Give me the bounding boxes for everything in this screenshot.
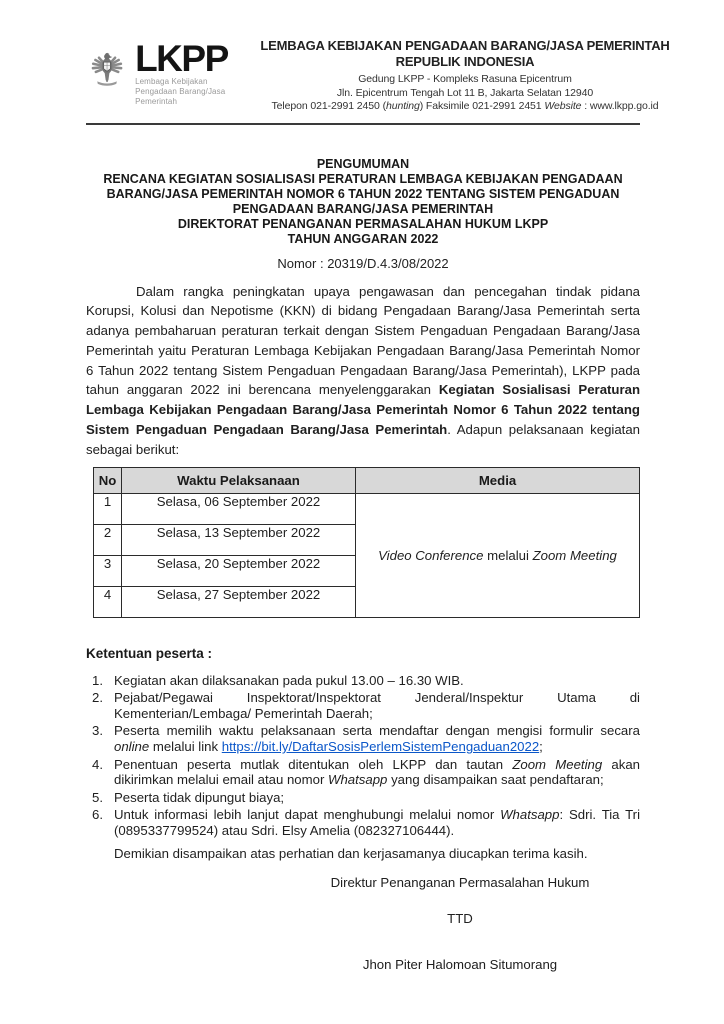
ttd-label: TTD bbox=[447, 910, 473, 926]
text-segment: akan dikirimkan melalui email atau nomor bbox=[114, 756, 641, 788]
signatory-title: Direktur Penanganan Permasalahan Hukum bbox=[330, 874, 590, 890]
list-item bbox=[86, 790, 640, 806]
org-name-line2: REPUBLIK INDONESIA bbox=[395, 54, 535, 69]
ketentuan-list bbox=[86, 673, 640, 839]
title-line: BARANG/JASA PEMERINTAH NOMOR 6 TAHUN 2022 TENTANG SISTEM PENGADUAN bbox=[106, 186, 620, 201]
address-line2: Jln. Epicentrum Tengah Lot 11 B, Jakarta Selatan 12940 bbox=[336, 86, 594, 99]
title-line: PENGADAAN BARANG/JASA PEMERINTAH bbox=[232, 201, 494, 216]
list-item bbox=[86, 807, 640, 838]
title-line: TAHUN ANGGARAN 2022 bbox=[287, 231, 439, 246]
text-segment: Peserta memilih waktu pelaksanaan serta mendaftar dengan mengisi formulir secara bbox=[114, 723, 640, 739]
list-item bbox=[86, 690, 640, 721]
text-segment: ) Faksimile 021-2991 2451 bbox=[419, 100, 545, 112]
list-item-text bbox=[114, 790, 640, 806]
text-segment: online bbox=[114, 739, 150, 755]
row-date: Selasa, 13 September 2022 bbox=[122, 524, 356, 555]
letterhead-divider bbox=[86, 123, 640, 125]
text-segment: melalui bbox=[483, 547, 533, 563]
text-segment: ; bbox=[539, 739, 543, 755]
row-date: Selasa, 27 September 2022 bbox=[122, 586, 356, 617]
table-header-waktu: Waktu Pelaksanaan bbox=[122, 467, 356, 493]
row-number: 3 bbox=[94, 555, 122, 586]
text-segment: Video Conference bbox=[378, 547, 484, 563]
row-number: 1 bbox=[94, 493, 122, 524]
row-date: Selasa, 06 September 2022 bbox=[122, 493, 356, 524]
table-header-media: Media bbox=[356, 467, 640, 493]
text-segment: Whatsapp bbox=[328, 772, 388, 788]
text-segment: Penentuan peserta mutlak ditentukan oleh LKPP dan tautan bbox=[114, 756, 513, 772]
table-header-row bbox=[94, 467, 640, 493]
text-segment: Pejabat/Pegawai Inspektorat/Inspektorat Jenderal/Inspektur Utama di Kementerian/Lembaga/ Pemerintah Daerah; bbox=[114, 690, 640, 721]
contact-line bbox=[258, 100, 672, 114]
text-segment: Zoom Meeting bbox=[512, 756, 603, 772]
list-item-number: 4. bbox=[92, 756, 103, 772]
list-item bbox=[86, 757, 640, 788]
list-item-number: 1. bbox=[92, 672, 103, 688]
text-segment: yang disampaikan saat pendaftaran; bbox=[387, 772, 604, 788]
logo-text bbox=[135, 37, 258, 107]
garuda-emblem-icon bbox=[86, 37, 128, 95]
document-number: Nomor : 20319/D.4.3/08/2022 bbox=[277, 255, 449, 271]
text-segment: Kegiatan Sosialisasi Peraturan Lembaga Kebijakan Pengadaan Barang/Jasa Pemerintah Nomor 6 Tahun 2022 tentang Sistem Pengaduan Pengadaan Barang/Jasa Pemerintah bbox=[86, 382, 640, 438]
signatory-name: Jhon Piter Halomoan Situmorang bbox=[362, 956, 558, 972]
lkpp-logo bbox=[86, 37, 258, 107]
list-item-number: 5. bbox=[92, 789, 103, 805]
text-segment: Website bbox=[544, 100, 582, 112]
letterhead bbox=[86, 37, 672, 114]
text-segment: hunting bbox=[385, 100, 420, 112]
text-segment: Untuk informasi lebih lanjut dapat menghubungi melalui nomor bbox=[114, 807, 501, 823]
list-item-text bbox=[114, 807, 640, 838]
row-number: 4 bbox=[94, 586, 122, 617]
ketentuan-heading: Ketentuan peserta : bbox=[86, 645, 213, 661]
text-segment: Dalam rangka peningkatan upaya pengawasan dan pencegahan tindak pidana Korupsi, Kolusi dan Nepotisme (KKN) di bidang Pengadaan Barang/Jasa Pemerintah serta adanya pembaharuan peraturan terkait dengan Sistem Pengaduan Pengadaan Barang/Jasa Pemerintah yaitu Peraturan Lembaga Kebijakan Pengadaan Barang/Jasa Pemerintah Nomor 6 Tahun 2022 tentang Sistem Pengaduan Pengadaan Barang/Jasa Pemerintah), LKPP pada tahun anggaran 2022 ini berencana menyelenggarakan bbox=[86, 283, 640, 398]
logo-acronym: LKPP bbox=[135, 38, 228, 79]
title-line: DIREKTORAT PENANGANAN PERMASALAHAN HUKUM LKPP bbox=[177, 216, 549, 231]
list-item-number: 3. bbox=[92, 723, 103, 739]
text-segment: Peserta tidak dipungut biaya; bbox=[114, 789, 285, 805]
text-segment: : www.lkpp.go.id bbox=[581, 100, 659, 112]
org-block bbox=[258, 37, 672, 114]
list-item-text bbox=[114, 673, 640, 689]
org-name-line1: LEMBAGA KEBIJAKAN PENGADAAN BARANG/JASA PEMERINTAH bbox=[260, 38, 670, 53]
document-title bbox=[86, 157, 640, 247]
media-cell bbox=[356, 493, 640, 617]
text-segment: melalui link bbox=[149, 739, 222, 755]
text-segment: . Adapun pelaksanaan kegiatan sebagai berikut: bbox=[86, 422, 641, 457]
registration-link[interactable]: https://bit.ly/DaftarSosisPerlemSistemPengaduan2022 bbox=[221, 739, 540, 755]
text-segment: Zoom Meeting bbox=[532, 547, 617, 563]
body-paragraph bbox=[86, 282, 640, 460]
list-item-number: 2. bbox=[92, 690, 103, 706]
title-line: RENCANA KEGIATAN SOSIALISASI PERATURAN LEMBAGA KEBIJAKAN PENGADAAN bbox=[103, 171, 623, 186]
list-item-text bbox=[114, 757, 640, 788]
list-item bbox=[86, 673, 640, 689]
list-item bbox=[86, 723, 640, 754]
row-number: 2 bbox=[94, 524, 122, 555]
list-item-text bbox=[114, 723, 640, 754]
text-segment: Telepon 021-2991 2450 ( bbox=[271, 100, 386, 112]
row-date: Selasa, 20 September 2022 bbox=[122, 555, 356, 586]
text-segment: Whatsapp bbox=[500, 807, 560, 823]
signature-block bbox=[270, 875, 650, 972]
closing-line: Demikian disampaikan atas perhatian dan kerjasamanya diucapkan terima kasih. bbox=[114, 845, 588, 861]
table-header-no: No bbox=[94, 467, 122, 493]
schedule-table bbox=[93, 467, 640, 618]
list-item-number: 6. bbox=[92, 807, 103, 823]
list-item-text bbox=[114, 690, 640, 721]
title-line: PENGUMUMAN bbox=[316, 156, 410, 171]
table-row bbox=[94, 493, 640, 524]
text-segment: : Sdri. Tia Tri (0895337799524) atau Sdri. Elsy Amelia (082327106444). bbox=[114, 807, 641, 839]
logo-tagline: Lembaga Kebijakan Pengadaan Barang/Jasa Pemerintah bbox=[135, 77, 226, 106]
text-segment: Kegiatan akan dilaksanakan pada pukul 13.00 – 16.30 WIB. bbox=[114, 672, 464, 688]
address-line1: Gedung LKPP - Kompleks Rasuna Epicentrum bbox=[358, 73, 572, 85]
